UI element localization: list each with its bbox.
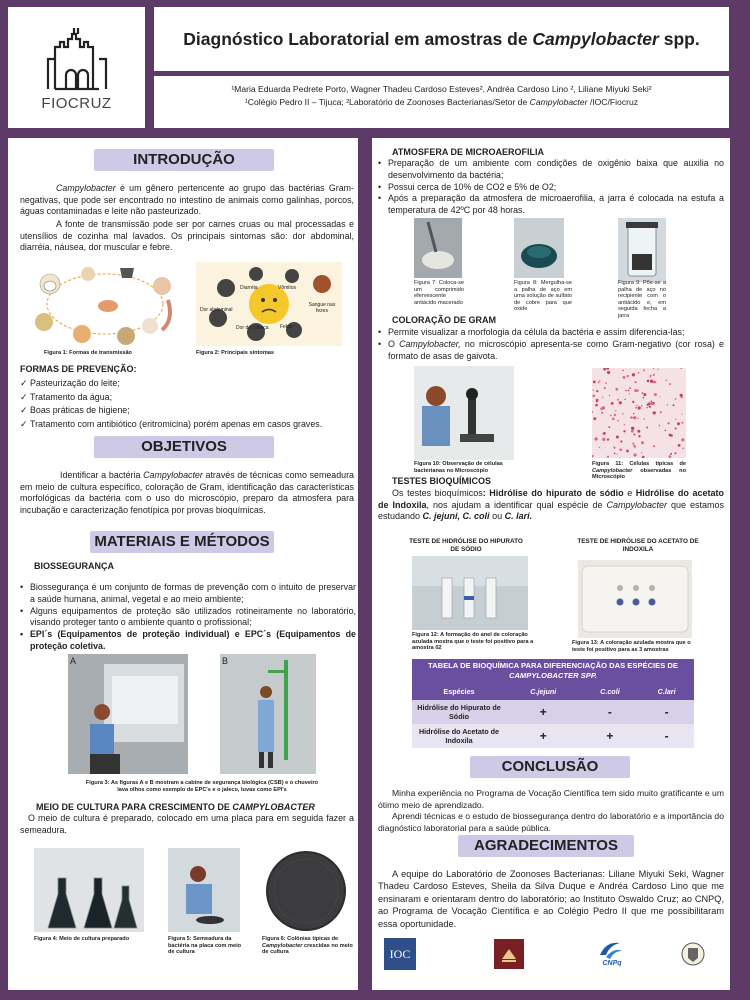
prevention-list	[20, 377, 356, 431]
hippurate-test-photo	[412, 556, 528, 630]
table-row	[412, 700, 694, 724]
prevention-item: ✓ Tratamento da água;	[20, 391, 356, 405]
prevention-item: ✓ Pasteurização do leite;	[20, 377, 356, 391]
table-cell: -	[664, 729, 669, 743]
culture-medium-heading: MEIO DE CULTURA PARA CRESCIMENTO DE CAMPYLOBACTER	[36, 802, 315, 812]
methods-heading: MATERIAIS E MÉTODOS	[90, 531, 274, 553]
biosafety-item-bold: • EPI´s (Equipamentos de proteção individual) e EPC´s (Equipamentos de proteção coletiva.	[20, 629, 356, 653]
prevention-item: ✓ Boas práticas de higiene;	[20, 404, 356, 418]
prevention-heading: FORMAS DE PREVENÇÃO:	[20, 364, 137, 374]
colegio-logo	[494, 939, 524, 969]
figure-3-caption: Figura 3: As figuras A e B mostram a cabine de segurança biológica (CSB) e o chuveiro lava olhos como exemplo de EPC's e o jaleco, luvas como EPI's	[85, 780, 319, 793]
symptoms-figure	[196, 262, 342, 346]
indoxyl-test-heading: TESTE DE HIDRÓLISE DO ACETATO DE INDOXILA	[577, 538, 699, 553]
biochem-paragraph: Os testes bioquímicos: Hidrólise do hipurato de sódio e Hidrólise do acetato de Indoxila, nos ajudam a identificar qual espécie de Campylobacter que estamos estudando C. jejuni, C. coli ou C. lari.	[378, 488, 724, 522]
figure-9-caption: Figura 9: Põe-se a palha de aço no recipiente com o antiácido e, em seguida fecha a jarra	[618, 280, 666, 319]
culture-medium-paragraph: O meio de cultura é preparado, colocado em uma placa para em seguida fazer a semeadura.	[20, 813, 354, 835]
table-cell: +	[539, 729, 547, 743]
gram-item: • Permite visualizar a morfologia da célula da bactéria e assim diferencia-las;	[378, 327, 724, 339]
prevention-item: ✓ Tratamento com antibiótico (eritromicina) porém apenas em casos graves.	[20, 418, 356, 432]
biosafety-heading: BIOSSEGURANÇA	[34, 561, 115, 571]
antacid-photo	[414, 218, 462, 278]
hippurate-test-heading: TESTE DE HIDRÓLISE DO HIPURATO DE SÓDIO	[409, 538, 523, 553]
jar-photo	[618, 218, 666, 282]
gram-cells-photo	[592, 368, 686, 458]
cnpq-logo-text: CNPq	[602, 960, 622, 967]
photo-label-b: B	[222, 656, 229, 666]
atmosphere-item: • Preparação de um ambiente com condições de oxigênio baixa que auxilia no desenvolvimento da bactéria;	[378, 158, 724, 182]
atmosphere-list	[378, 158, 724, 217]
title-box	[154, 7, 729, 71]
symptom-dor-cabeca: Dor de cabeça	[236, 325, 269, 331]
conclusion-heading: CONCLUSÃO	[470, 756, 630, 778]
table-header-coli: C.coli	[600, 687, 620, 696]
gram-item: • O Campylobacter, no microscópio apresenta-se como Gram-negativo (cor rosa) e formato de asas de gaivota.	[378, 339, 724, 363]
indoxyl-test-photo	[578, 560, 692, 638]
symptom-febre: Febre	[280, 324, 294, 330]
table-header-jejuni: C.jejuni	[530, 687, 557, 696]
atmosphere-heading: ATMOSFERA DE MICROAEROFILIA	[392, 147, 544, 157]
table-cell: +	[606, 729, 614, 743]
symptom-sangue: Sangue nas fezes	[308, 302, 336, 314]
table-cell: -	[664, 705, 669, 719]
coat-of-arms-logo	[678, 938, 708, 970]
intro-paragraph-2: A fonte de transmissão pode ser por carnes cruas ou mal processadas e utensílios de cozinha mal lavados. Os principais sintomas são: dor abdominal, diarréia, náusea, dor muscular e febre.	[20, 219, 354, 253]
biosafety-item: • Biossegurança é um conjunto de formas de prevenção com o intuito de preservar a saúde humana, animal, vegetal e ao meio ambiente;	[20, 582, 356, 606]
steel-wool-photo	[514, 218, 564, 278]
figure-12-caption: Figura 12: A formação do anel de coloração azulada mostra que o teste foi positivo para a amostra 02	[412, 632, 534, 652]
ioc-logo: IOC	[384, 938, 416, 970]
acknowledgements-heading: AGRADECIMENTOS	[458, 835, 634, 857]
figure-10-caption: Figura 10: Observação de células bacterianas no Microscópio	[414, 461, 503, 474]
table-row	[412, 724, 694, 748]
intro-paragraph-1: Campylobacter é um gênero pertencente ao grupo das bactérias Gram-negativas, que pode ser encontrado no intestino de animais como galinhas, porcos, águas contaminadas e leite não pasteurizado.	[20, 183, 354, 217]
left-column	[8, 138, 358, 990]
photo-label-a: A	[70, 656, 77, 666]
authors-box	[154, 76, 729, 128]
seeding-photo	[168, 848, 240, 932]
figure-4-caption: Figura 4: Meio de cultura preparado	[34, 936, 130, 942]
fiocruz-logo	[8, 7, 145, 128]
intro-heading: INTRODUÇÃO	[94, 149, 274, 171]
symptom-diarreia: Diarréia	[240, 285, 258, 291]
transmission-figure	[22, 260, 188, 348]
figure-13-caption: Figura 13: A coloração azulada mostra que o teste foi positivo para as 3 amostras	[572, 640, 691, 653]
biosafety-cabinet-photo	[68, 654, 188, 774]
conclusion-paragraph-2: Aprendi técnicas e o estudo de biossegurança dentro do laboratório e a importância do diagnóstico laboratorial para a saúde pública.	[378, 811, 724, 833]
fiocruz-logo-text: FIOCRUZ	[41, 95, 112, 112]
figure-5-caption: Figura 5: Semeadura da bactéria na placa com meio de cultura	[168, 936, 242, 956]
biosafety-list	[20, 582, 356, 653]
table-header-especies: Espécies	[443, 687, 475, 696]
table-cell: +	[539, 705, 547, 719]
figure-8-caption: Figura 8: Mergulha-se a palha de aço em uma solução de sulfato de cobre para que oxide	[514, 280, 572, 313]
objectives-paragraph: Identificar a bactéria Campylobacter através de técnicas como semeadura em meio de cultura específico, coloração de Gram, identificação das características morfológicas da bactéria com o uso do microscópio, preparo da atmosfera para incubação e caracterização fenotípica por provas bioquímicas.	[20, 470, 354, 515]
table-row-label: Hidrólise do Hipurato de Sódio	[417, 703, 501, 721]
figure-6-caption: Figura 6: Colônias típicas de Campylobacter crescidas no meio de cultura	[262, 936, 353, 956]
poster-title: Diagnóstico Laboratorial em amostras de Campylobacter spp.	[183, 28, 700, 49]
conclusion-paragraph-1: Minha experiência no Programa de Vocação Científica tem sido muito gratificante e um ótimo meio de aprendizado.	[378, 788, 724, 810]
cnpq-icon	[596, 939, 626, 961]
symptom-dor-abdominal: Dor abdominal	[200, 307, 233, 313]
atmosphere-item: • Após a preparação da atmosfera de microaerofilia, a jarra é colocada na estufa a temperatura de 42ºC por 48 horas.	[378, 193, 724, 217]
symptom-vomitos: Vômitos	[278, 285, 297, 291]
table-header-lari: C.lari	[657, 687, 676, 696]
eyewash-shower-photo	[220, 654, 316, 774]
table-row-label: Hidrólise do Acetato de Indoxila	[418, 727, 499, 745]
biochem-table	[412, 683, 694, 748]
figure-1-caption: Figura 1: Formas de transmissão	[44, 350, 132, 356]
atmosphere-item: • Possui cerca de 10% de CO2 e 5% de O2;	[378, 182, 724, 194]
figure-11-caption: Figura 11: Células típicas de Campylobacter observadas no Microscópio	[592, 461, 686, 481]
table-cell: -	[607, 705, 612, 719]
biosafety-item: • Alguns equipamentos de proteção são utilizados rotineiramente no laboratório, visando proteger tanto o ambiente quanto o profissional;	[20, 606, 356, 630]
culture-medium-photo	[34, 848, 144, 932]
affiliations: ¹Colégio Pedro II – Tijuca; ²Laboratório de Zoonoses Bacterianas/Setor de Campylobacter /IOC/Fiocruz	[244, 97, 639, 107]
figure-7-caption: Figura 7: Coloca-se um comprimido efervescente antiácido macerado	[414, 280, 464, 306]
colonies-photo	[262, 848, 350, 934]
objectives-heading: OBJETIVOS	[94, 436, 274, 458]
cnpq-logo	[596, 939, 626, 973]
acknowledgements-paragraph: A equipe do Laboratório de Zoonoses Bacterianas: Liliane Miyuki Seki, Wagner Thadeu Cardoso Esteves, Sheila da Silva Duque e Andréa Cardoso Lino que me ensinaram e orientaram dentro do laboratório; ao Instituto Oswaldo Cruz; ao CNPQ, ao Programa de Vocação Científica e ao Colégio Pedro II que me possibilitaram essa oportunidade.	[378, 869, 724, 929]
biochem-table-title: TABELA DE BIOQUÍMICA PARA DIFERENCIAÇÃO DAS ESPÉCIES DE CAMPYLOBACTER SPP.	[412, 659, 694, 683]
figure-2-caption: Figura 2: Principais sintomas	[196, 350, 275, 356]
authors: ¹Maria Eduarda Pedrete Porto, Wagner Thadeu Cardoso Esteves², Andréa Cardoso Lino ², Liliane Miyuki Seki²	[231, 84, 652, 94]
gram-heading: COLORAÇÃO DE GRAM	[392, 315, 496, 325]
right-column	[372, 138, 730, 990]
gram-list	[378, 327, 724, 362]
biochem-heading: TESTES BIOQUÍMICOS	[392, 476, 492, 486]
microscope-photo	[414, 366, 514, 460]
